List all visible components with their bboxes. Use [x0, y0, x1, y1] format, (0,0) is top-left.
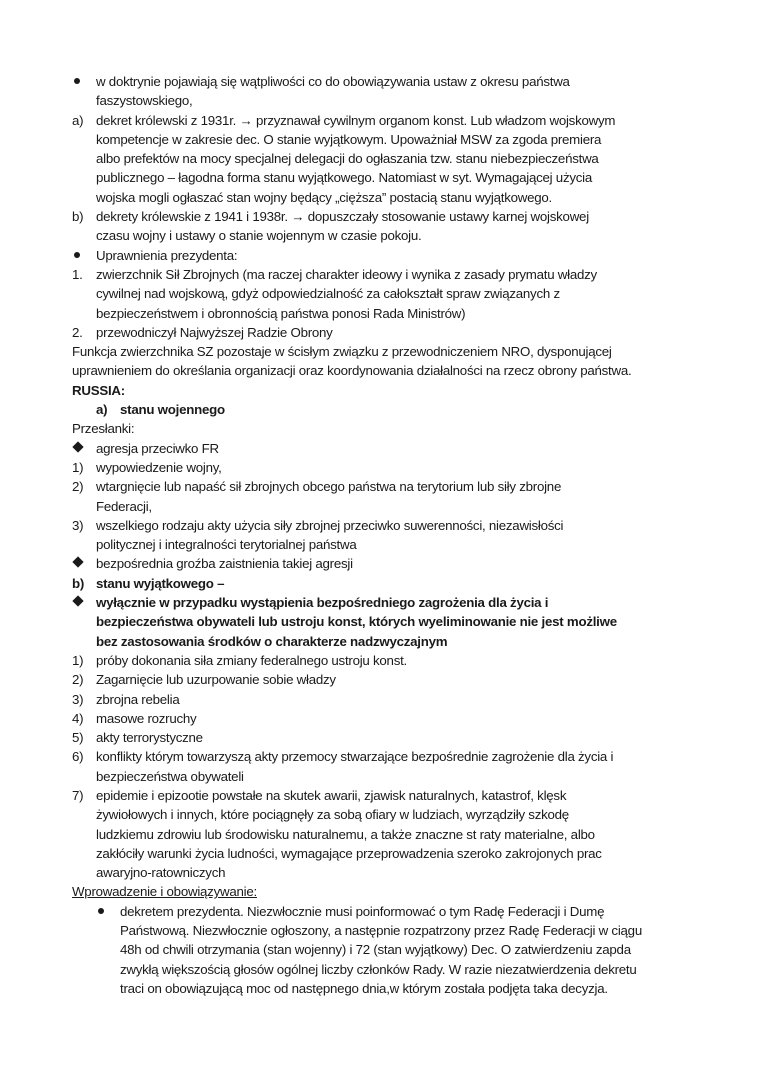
bullet-item [72, 72, 702, 111]
text-line: Funkcja zwierzchnika SZ pozostaje w ścisłym związku z przewodniczeniem NRO, dysponującej [72, 344, 612, 360]
text-line: bez zastosowania środków o charakterze nadzwyczajnym [96, 633, 448, 649]
block-text [96, 651, 702, 670]
section-heading [72, 381, 702, 400]
text-line: stanu wojennego [120, 402, 225, 418]
text-line: RUSSIA: [72, 382, 125, 398]
list-marker: 1) [72, 652, 84, 668]
diamond-bullet-icon [72, 557, 83, 568]
text-line: kompetencje w zakresie dec. O stanie wyjątkowym. Upoważniał MSW za zgoda premiera [96, 131, 602, 147]
list-marker: 6) [72, 749, 84, 765]
diamond-bullet-icon [72, 441, 83, 452]
list-marker [72, 554, 96, 573]
underlined-heading [72, 882, 702, 901]
list-marker [72, 72, 96, 91]
text-line: bezpieczeństwa obywateli lub ustroju konst, których wyeliminowanie nie jest możliwe [96, 614, 617, 630]
diamond-bullet-icon [72, 595, 83, 606]
block-text [96, 690, 702, 709]
bullet-item [72, 902, 702, 998]
text-line: Wprowadzenie i obowiązywanie: [72, 884, 257, 900]
text-line: konflikty którym towarzyszą akty przemocy stwarzające bezpośrednie zagrożenie dla życia i [96, 749, 614, 765]
block-text [72, 342, 702, 381]
block-text [120, 400, 702, 419]
text-line: dekrety królewskie z 1941 i 1938r. → dopuszczały stosowanie ustawy karnej wojskowej [96, 209, 589, 225]
bullet-dot-icon [98, 908, 104, 914]
text-line: czasu wojny i ustawy o stanie wojennym w czasie pokoju. [96, 228, 422, 244]
list-marker: 2) [72, 479, 84, 495]
bullet-item [72, 246, 702, 265]
document-page [72, 72, 702, 998]
text-line: ludzkiemu zdrowiu lub środowisku naturalnemu, a także znaczne st raty materialne, albo [96, 826, 595, 842]
text-line: Państwową. Niezwłocznie ogłoszony, a następnie rozpatrzony przez Radę Federacji w ciągu [120, 923, 642, 939]
text-line: wtargnięcie lub napaść sił zbrojnych obcego państwa na terytorium lub siły zbrojne [96, 479, 562, 495]
list-item [72, 728, 702, 747]
block-text [96, 207, 702, 246]
block-text [96, 265, 702, 323]
list-item [72, 323, 702, 342]
text-line: bezpieczeństwa obywateli [96, 768, 244, 784]
bullet-dot-icon [74, 78, 80, 84]
block-text [96, 554, 702, 573]
list-marker: 3) [72, 691, 84, 707]
text-line: cywilnej nad wojskową, gdyż odpowiedzialność za całokształt spraw związanych z [96, 286, 560, 302]
text-line: żywiołowych i innych, które pociągnęły za sobą ofiary w ludziach, wyrządziły szkodę [96, 807, 569, 823]
paragraph [72, 419, 702, 438]
bullet-item [72, 554, 702, 573]
block-text [96, 709, 702, 728]
block-text [96, 728, 702, 747]
list-item [72, 477, 702, 516]
block-text [96, 747, 702, 786]
block-text [96, 477, 702, 516]
text-line: stanu wyjątkowego – [96, 575, 225, 591]
bullet-dot-icon [74, 252, 80, 258]
text-line: zwykłą większością głosów ogólnej liczby członków Rady. W razie niezatwierdzenia dekretu [120, 961, 637, 977]
list-marker: 7) [72, 787, 84, 803]
list-item [72, 786, 702, 882]
list-item [72, 670, 702, 689]
text-line: agresja przeciwko FR [96, 440, 219, 456]
list-marker [72, 593, 96, 612]
list-item [72, 265, 702, 323]
block-text [72, 882, 702, 901]
list-marker [72, 439, 96, 458]
block-text [96, 246, 702, 265]
list-marker [72, 246, 96, 265]
text-line: przewodniczył Najwyższej Radzie Obrony [96, 324, 333, 340]
block-text [96, 72, 702, 111]
text-line: epidemie i epizootie powstałe na skutek awarii, zjawisk naturalnych, katastrof, klęsk [96, 787, 567, 803]
text-line: albo prefektów na mocy specjalnej delegacji do ogłaszania tzw. stanu niebezpieczeństwa [96, 151, 599, 167]
text-line: publicznego – łagodna forma stanu wyjątkowego. Natomiast w syt. Wymagającej użycia [96, 170, 592, 186]
text-line: uprawnieniem do określania organizacji oraz koordynowania działalności na rzecz obrony państwa. [72, 363, 632, 379]
text-line: Zagarnięcie lub uzurpowanie sobie władzy [96, 672, 336, 688]
list-marker: 1. [72, 266, 83, 282]
list-marker: 1) [72, 459, 84, 475]
text-line: wypowiedzenie wojny, [96, 459, 222, 475]
block-text [96, 670, 702, 689]
text-line: faszystowskiego, [96, 93, 193, 109]
block-text [96, 323, 702, 342]
text-line: wojska mogli ogłaszać stan wojny będący „cięższa” postacią stanu wyjątkowego. [96, 189, 552, 205]
list-item [72, 516, 702, 555]
bullet-item [72, 439, 702, 458]
text-line: Przesłanki: [72, 421, 135, 437]
list-item [72, 747, 702, 786]
list-marker: 4) [72, 710, 84, 726]
block-text [96, 458, 702, 477]
subsection-heading [72, 400, 702, 419]
text-line: zakłóciły warunki życia ludności, wymagające przeprowadzenia szeroko zakrojonych prac [96, 845, 602, 861]
text-line: awaryjno-ratowniczych [96, 865, 226, 881]
block-text [96, 439, 702, 458]
list-item [72, 709, 702, 728]
text-line: Federacji, [96, 498, 152, 514]
text-line: zwierzchnik Sił Zbrojnych (ma raczej charakter ideowy i wynika z zasady prymatu władzy [96, 266, 597, 282]
list-item [72, 207, 702, 246]
block-text [96, 111, 702, 207]
list-marker: b) [72, 575, 85, 591]
list-marker: 3) [72, 517, 84, 533]
text-line: traci on obowiązującą moc od następnego dnia,w którym została podjęta taka decyzja. [120, 980, 608, 996]
list-marker: b) [72, 209, 84, 225]
text-line: wszelkiego rodzaju akty użycia siły zbrojnej przeciwko suwerenności, niezawisłości [96, 517, 564, 533]
block-text [96, 786, 702, 882]
block-text [96, 574, 702, 593]
paragraph [72, 342, 702, 381]
text-line: próby dokonania siła zmiany federalnego ustroju konst. [96, 652, 407, 668]
list-item [72, 458, 702, 477]
text-line: politycznej i integralności terytorialnej państwa [96, 537, 357, 553]
list-item [72, 690, 702, 709]
text-line: masowe rozruchy [96, 710, 197, 726]
text-line: dekretem prezydenta. Niezwłocznie musi poinformować o tym Radę Federacji i Dumę [120, 903, 605, 919]
text-line: bezpieczeństwem i obronnością państwa ponosi Rada Ministrów) [96, 305, 466, 321]
list-marker: 2. [72, 324, 83, 340]
list-item [72, 111, 702, 207]
block-text [120, 902, 702, 998]
text-line: Uprawnienia prezydenta: [96, 247, 238, 263]
list-item [72, 651, 702, 670]
block-text [72, 381, 702, 400]
list-item [72, 574, 702, 593]
text-line: zbrojna rebelia [96, 691, 180, 707]
list-marker [72, 902, 120, 921]
list-marker: a) [72, 112, 84, 128]
list-marker: 5) [72, 730, 84, 746]
block-text [72, 419, 702, 438]
text-line: wyłącznie w przypadku wystąpienia bezpośredniego zagrożenia dla życia i [96, 595, 549, 611]
block-text [96, 516, 702, 555]
text-line: dekret królewski z 1931r. → przyznawał cywilnym organom konst. Lub władzom wojskowym [96, 112, 616, 128]
bullet-item [72, 593, 702, 651]
block-text [96, 593, 702, 651]
text-line: akty terrorystyczne [96, 730, 203, 746]
list-marker: a) [96, 402, 108, 418]
text-line: bezpośrednia groźba zaistnienia takiej agresji [96, 556, 353, 572]
text-line: w doktrynie pojawiają się wątpliwości co do obowiązywania ustaw z okresu państwa [96, 74, 570, 89]
text-line: 48h od chwili otrzymania (stan wojenny) i 72 (stan wyjątkowy) Dec. O zatwierdzeniu zapda [120, 942, 631, 958]
list-marker: 2) [72, 672, 84, 688]
